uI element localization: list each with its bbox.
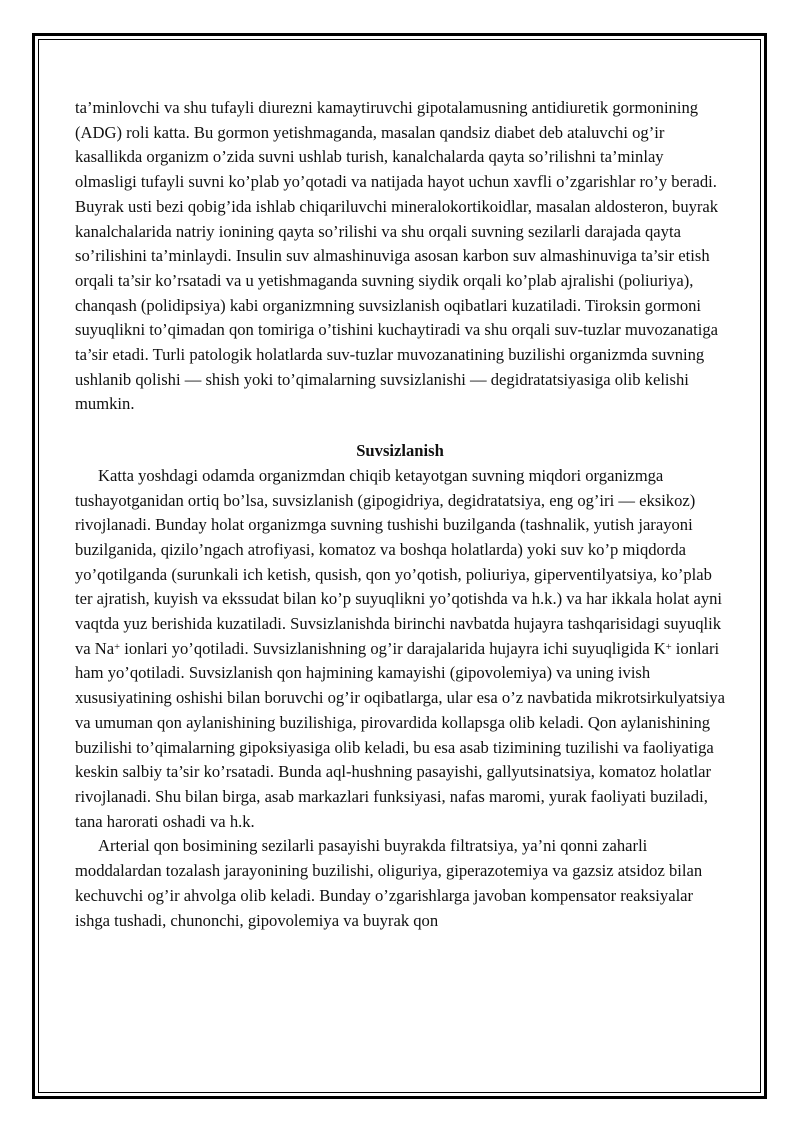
paragraph-2 — [75, 464, 725, 835]
superscript-plus: + — [114, 642, 121, 654]
section-heading: Suvsizlanish — [356, 441, 444, 461]
paragraph-1: ta’minlovchi va shu tufayli diurezni kamaytiruvchi gipotalamusning antidiuretik gormonining (ADG) roli katta. Bu gormon yetishmaganda, masalan qandsiz diabet deb ataluvchi og’ir kasallikda organizm o’zida suvni ushlab turish, kanalchalarda qayta so’rilishni ta’minlay olmasligi tufayli suvni ko’plab yo’qotadi va natijada hayot uchun xavfli o’zgarishlar ro’y beradi. Buyrak usti bezi qobig’ida ishlab chiqariluvchi mineralokortikoidlar, masalan aldosteron, buyrak kanalchalarida natriy ionining qayta so’rilishi va shu orqali suvning sezilarli darajada qayta so’rilishini ta’minlaydi. Insulin suv almashinuviga asosan karbon suv almashinuviga ta’sir etish orqali ta’sir ko’rsatadi va u yetishmaganda suvning siydik orqali ko’plab ajralishi (poliuriya), chanqash (polidipsiya) kabi organizmning suvsizlanish oqibatlari kuzatiladi. Tiroksin gormoni suyuqlikni to’qimadan qon tomiriga o’tishini kuchaytiradi va shu orqali suv-tuzlar muvozanatiga ta’sir etadi. Turli patologik holatlarda suv-tuzlar muvozanatining buzilishi organizmda suvning ushlanib qolishi — shish yoki to’qimalarning suvsizlanishi — degidratatsiyasiga olib kelishi mumkin. — [75, 98, 719, 414]
paragraph-2-part-1: Katta yoshdagi odamda organizmdan chiqib ketayotgan suvning miqdori organizmga tushayotganidan ortiq bo’lsa, suvsizlanish (gipogidriya, degidratatsiya, eng og’iri — eksikoz) rivojlanadi. Bunday holat organizmga suvning tushishi buzilganda (tashnalik, yutish jarayoni buzilganida, qizilo’ngach atrofiyasi, komatoz va boshqa holatlarda) yoki suv ko’p miqdorda yo’qotilganda (surunkali ich ketish, qusish, qon yo’qotish, poliuriya, giperventilyatsiya, ko’plab ter ajratish, kuyish va ekssudat bilan ko’p suyuqlikni yo’qotishda va h.k.) va har ikkala holat ayni vaqtda yuz berishida kuzatiladi. Suvsizlanishda birinchi navbatda hujayra tashqarisidagi suyuqlik va Na — [75, 465, 723, 658]
paragraph-2-part-3: ionlari ham yo’qotiladi. Suvsizlanish qon hajmining kamayishi (gipovolemiya) va uning ivish xususiyatining oshishi bilan boruvchi og’ir oqibatlarga, ular esa o’z navbatida mikrotsirkulyatsiya va umuman qon aylanishining buzilishiga, pirovardida kollapsga olib keladi. Qon aylanishining buzilishi to’qimalarning gipoksiyasiga olib keladi, bu esa asab tizimining tuzilishi va faoliyatiga keskin salbiy ta’sir ko’rsatadi. Bunda aql-hushning pasayishi, gallyutsinatsiya, komatoz holatlar rivojlanadi. Shu bilan birga, asab markazlari funksiyasi, nafas maromi, yurak faoliyati buziladi, tana harorati oshadi va h.k. — [75, 638, 725, 831]
document-body — [75, 96, 725, 933]
paragraph-3: Arterial qon bosimining sezilarli pasayishi buyrakda filtratsiya, ya’ni qonni zaharli moddalardan tozalash jarayonining buzilishi, oliguriya, giperazotemiya va gazsiz atsidoz bilan kechuvchi og’ir ahvolga olib keladi. Bunday o’zgarishlarga javoban kompensator reaksiyalar ishga tushadi, chunonchi, gipovolemiya va buyrak qon — [75, 836, 703, 930]
superscript-plus: + — [665, 642, 672, 654]
paragraph-2-part-2: ionlari yo’qotiladi. Suvsizlanishning og’ir darajalarida hujayra ichi suyuqligida K — [120, 638, 666, 658]
